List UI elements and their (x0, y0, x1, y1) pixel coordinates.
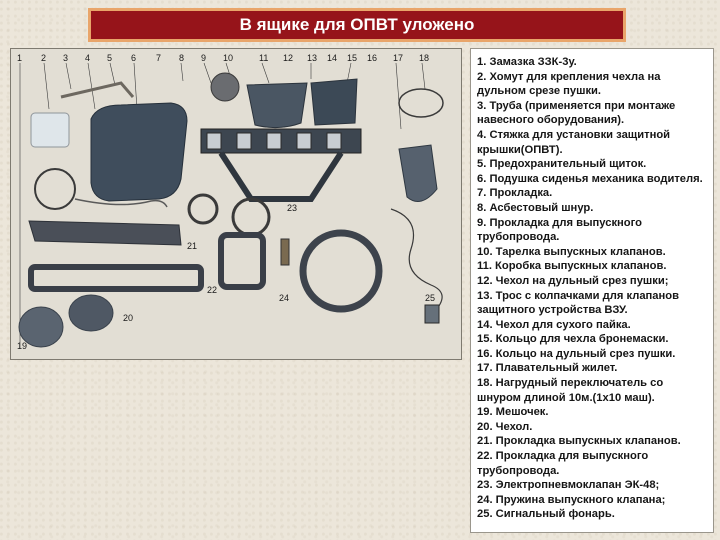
callout-6: 6 (131, 53, 137, 63)
callout-8: 8 (179, 53, 185, 63)
list-item: 10. Тарелка выпускных клапанов. (477, 245, 666, 258)
callout-21: 21 (187, 241, 198, 251)
callout-2: 2 (41, 53, 47, 63)
list-item: 9. Прокладка для выпускного трубопровода. (477, 216, 642, 244)
callout-12: 12 (283, 53, 294, 63)
list-item: 11. Коробка выпускных клапанов. (477, 260, 667, 273)
callout-16: 16 (367, 53, 378, 63)
parts-list (477, 55, 709, 522)
callout-3: 3 (63, 53, 69, 63)
callout-13: 13 (307, 53, 318, 63)
putty-pack (31, 113, 69, 147)
list-item: 13. Трос с колпачками для клапанов защитного устройства ВЗУ. (477, 289, 679, 317)
gasket-strip (29, 221, 181, 245)
list-item: 22. Прокладка для выпускного трубопровода. (477, 450, 649, 477)
ration-cover (311, 79, 357, 125)
callout-7: 7 (156, 53, 162, 63)
pouch (19, 307, 63, 347)
callout-11: 11 (259, 53, 269, 63)
list-item: 16. Кольцо на дульный срез пушки. (477, 347, 676, 360)
list-item: 2. Хомут для крепления чехла на дульном срезе пушки. (477, 70, 661, 98)
list-item: 24. Пружина выпускного клапана; (477, 493, 666, 506)
callout-24: 24 (279, 293, 290, 303)
callout-5: 5 (107, 53, 113, 63)
seat-cushion (91, 103, 187, 201)
list-item: 7. Прокладка. (477, 187, 553, 200)
list-item: 12. Чехол на дульный срез пушки; (477, 274, 669, 287)
equipment-photo-drawing (11, 49, 461, 359)
cover (69, 295, 113, 331)
callout-14: 14 (327, 53, 338, 63)
exhaust-gasket (211, 73, 239, 101)
callout-19: 19 (17, 341, 28, 351)
callout-9: 9 (201, 53, 207, 63)
list-item: 6. Подушка сиденья механика водителя. (477, 172, 703, 185)
callout-23: 23 (287, 203, 298, 213)
slide-title: В ящике для ОПВТ уложено (239, 15, 475, 34)
list-item: 15. Кольцо для чехла бронемаски. (477, 333, 669, 346)
signal-lamp (425, 305, 439, 323)
list-item: 21. Прокладка выпускных клапанов. (477, 435, 681, 448)
equipment-photo (10, 48, 462, 360)
muzzle-cover (247, 83, 307, 128)
list-item: 1. Замазка ЗЗК-3у. (477, 56, 577, 68)
list-item: 19. Мешочек. (477, 406, 549, 419)
callout-15: 15 (347, 53, 358, 63)
callout-20: 20 (123, 313, 134, 323)
list-item: 4. Стяжка для установки защитной крышки(ОПВТ). (477, 128, 671, 156)
list-item: 20. Чехол. (477, 420, 533, 433)
solenoid-valve (281, 239, 289, 265)
callout-22: 22 (207, 285, 218, 295)
list-item: 18. Нагрудный переключатель со шнуром длиной 10м.(1х10 маш). (477, 377, 664, 404)
slide-title-bar (88, 8, 626, 42)
callout-1: 1 (17, 53, 23, 63)
list-item: 25. Сигнальный фонарь. (477, 508, 615, 521)
list-item: 17. Плавательный жилет. (477, 362, 618, 375)
list-item: 23. Электропневмоклапан ЭК-48; (477, 479, 660, 492)
callout-10: 10 (223, 53, 234, 63)
list-item: 14. Чехол для сухого пайка. (477, 318, 631, 331)
callout-18: 18 (419, 53, 430, 63)
list-item: 5. Предохранительный щиток. (477, 158, 647, 171)
callout-17: 17 (393, 53, 404, 63)
callout-25: 25 (425, 293, 436, 303)
callout-4: 4 (85, 53, 91, 63)
list-item: 3. Труба (применяется при монтаже навесного оборудования). (477, 99, 676, 127)
parts-legend (470, 48, 714, 533)
list-item: 8. Асбестовый шнур. (477, 201, 594, 214)
